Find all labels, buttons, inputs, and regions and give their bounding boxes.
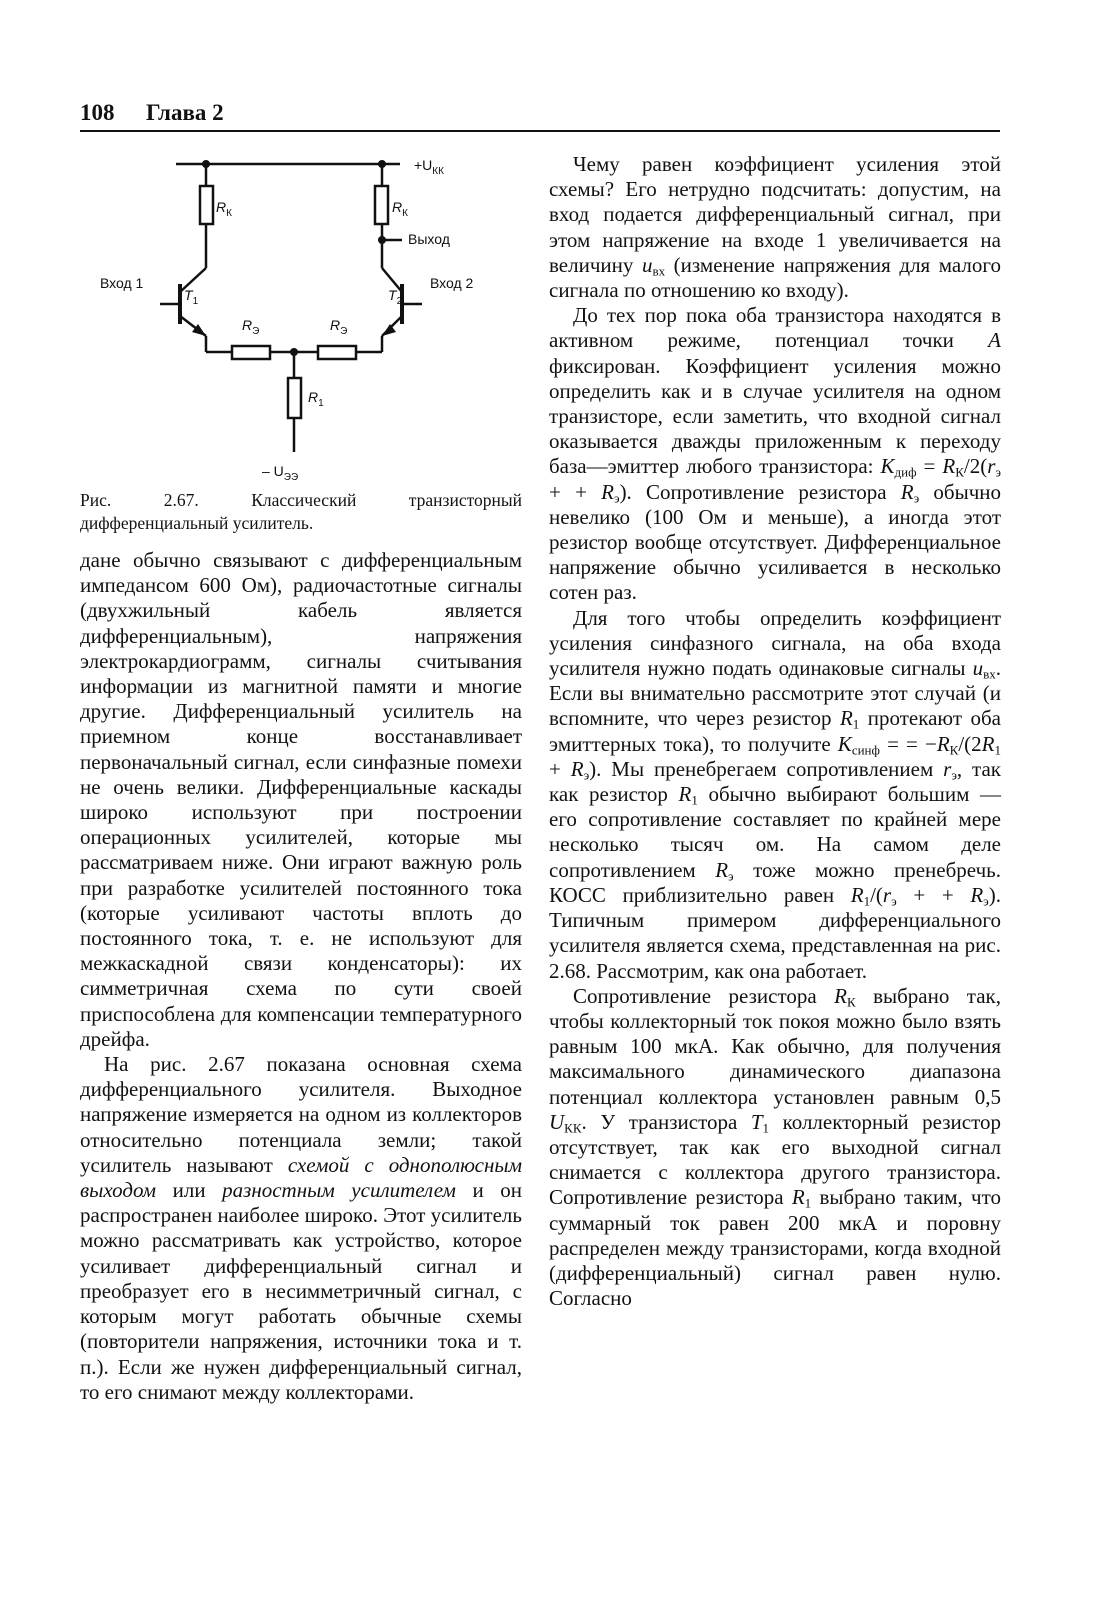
figure-caption: Рис. 2.67. Классический транзисторный дифференциальный усилитель.: [80, 490, 522, 533]
r1-resistor: [288, 378, 301, 418]
r1-label: $R_1$: [308, 389, 324, 409]
left-column: [80, 548, 522, 1405]
output-label: Выход: [408, 231, 450, 247]
paragraph: На рис. 2.67 показана основная схема дифференциального усилителя. Выходное напряжение измеряется на одном из коллекторов относительно потенциала земли; такой усилитель называют схемой с однополюсным выходом или разностным усилителем и он распространен наиболее широко. Этот усилитель можно рассматривать как устройство, которое усиливает дифференциальный сигнал и преобразует его в несимметричный сигнал, с которым могут работать обычные схемы (повторители напряжения, источники тока и т. п.). Если же нужен дифференциальный сигнал, то его снимают между коллекторами.: [80, 1052, 522, 1404]
rk-left-resistor: [200, 186, 213, 224]
circuit-diagram: [80, 140, 520, 500]
t2-label: $T_2$: [388, 287, 403, 307]
paragraph: До тех пор пока оба транзистора находятся в активном режиме, потенциал точки A фиксирован. Коэффициент усиления можно определить как и в случае усилителя на одном транзисторе, если заметить, что входной сигнал оказывается дважды приложенным к переходу база—эмиттер любого транзистора: $K_{диф} = R_К/2(r_э$ + + $R_э$). Сопротивление резистора $R_э$ обычно невелико (100 Ом и меньше), а иногда этот резистор вообще отсутствует. Дифференциальное напряжение обычно усиливается в несколько сотен раз.: [549, 303, 1002, 605]
supply-pos-label: $+U_{КК}$: [414, 157, 444, 177]
re-right-label: $R_Э$: [330, 317, 348, 337]
input1-label: Вход 1: [100, 275, 144, 291]
rk-right-label: $R_К$: [392, 199, 408, 219]
re-left-resistor: [232, 346, 270, 359]
rk-right-resistor: [375, 186, 388, 224]
supply-neg-label: – $U_{ЭЭ}$: [262, 463, 299, 483]
input2-label: Вход 2: [430, 275, 474, 291]
paragraph: Для того чтобы определить коэффициент усиления синфазного сигнала, на оба входа усилителя нужно подать одинаковые сигналы $u_{вх}$. Если вы внимательно рассмотрите этот случай (и вспомните, что через резистор $R_1$ протекают оба эмиттерных тока), то получите $K_{синф}$ = = $-R_К/(2R_1 + R_э)$. Мы пренебрегаем сопротивлением $r_э$, так как резистор $R_1$ обычно выбирают большим — его сопротивление составляет по крайней мере несколько тысяч ом. На самом деле сопротивлением $R_э$ тоже можно пренебречь. КОСС приблизительно равен $R_1/(r_э$ + + $R_э$). Типичным примером дифференциального усилителя является схема, представленная на рис. 2.68. Рассмотрим, как она работает.: [549, 605, 1002, 983]
paragraph: Сопротивление резистора $R_К$ выбрано так, чтобы коллекторный ток покоя можно было взять равным 100 мкА. Как обычно, для получения максимального динамического диапазона потенциал коллектора установлен равным 0,5 $U_{КК}$. У транзистора $T_1$ коллекторный резистор отсутствует, так как его выходной сигнал снимается с коллектора другого транзистора. Сопротивление резистора $R_1$ выбрано таким, что суммарный ток равен 200 мкА и поровну распределен между транзисторами, когда входной (дифференциальный) сигнал равен нулю. Согласно: [549, 983, 1001, 1311]
page-header: [80, 100, 1000, 132]
chapter-title: Глава 2: [146, 100, 224, 125]
junction-dot: [378, 236, 386, 244]
re-right-resistor: [318, 346, 356, 359]
junction-dot: [378, 160, 386, 168]
paragraph: дане обычно связывают с дифференциальным импедансом 600 Ом), радиочастотные сигналы (двухжильный кабель является дифференциальным), напряжения электрокардиограмм, сигналы считывания информации из магнитной памяти и многие другие. Дифференциальный усилитель на приемном конце восстанавливает первоначальный сигнал, если синфазные помехи не очень велики. Дифференциальные каскады широко используют при построении операционных усилителей, которые мы рассматриваем ниже. Они играют важную роль при разработке усилителей постоянного тока (которые усиливают частоты вплоть до постоянного тока, т. е. не используют для межкаскадной связи конденсаторы): их симметричная схема по сути своей приспособлена для компенсации температурного дрейфа.: [80, 548, 522, 1051]
paragraph: Чему равен коэффициент усиления этой схемы? Его нетрудно подсчитать: допустим, на вход подается дифференциальный сигнал, при этом напряжение на входе 1 увеличивается на величину $u_{вх}$ (изменение напряжения для малого сигнала по отношению ко входу).: [549, 152, 1002, 303]
re-left-label: $R_Э$: [242, 317, 260, 337]
junction-dot: [202, 160, 210, 168]
page-number: 108: [80, 100, 115, 125]
rk-left-label: $R_К$: [216, 199, 232, 219]
t1-label: $T_1$: [184, 287, 199, 307]
junction-dot: [290, 348, 298, 356]
right-column: [549, 152, 1001, 1311]
